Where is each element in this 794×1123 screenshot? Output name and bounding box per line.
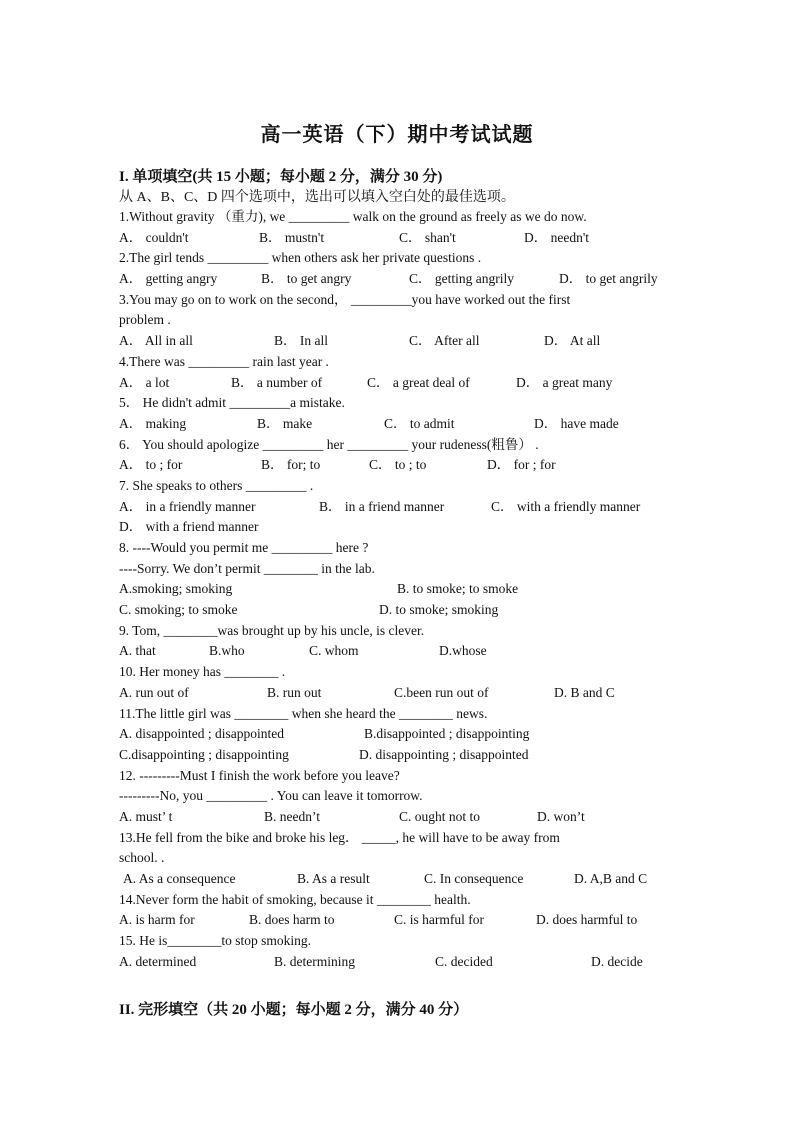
question-text: ----Sorry. We don’t permit ________ in the lab. <box>119 560 375 576</box>
option-text: B． for; to <box>261 457 321 473</box>
text-line <box>119 517 675 538</box>
option-text: B. does harm to <box>249 912 335 928</box>
option-text: B． mustn't <box>259 229 325 245</box>
option-text: D. won’t <box>537 808 585 824</box>
option-text: D. disappointing ; disappointed <box>359 746 529 762</box>
text-line <box>119 207 675 228</box>
text-line <box>119 228 675 249</box>
option-text: B.disappointed ; disappointing <box>364 726 530 742</box>
text-line <box>119 393 675 414</box>
text-line <box>119 269 675 290</box>
option-text: B. to smoke; to smoke <box>397 581 519 597</box>
text-line <box>119 621 675 642</box>
question-text: school. . <box>119 850 165 866</box>
text-line <box>119 579 675 600</box>
text-line <box>119 704 675 725</box>
text-line <box>119 766 675 787</box>
question-text: 2.The girl tends _________ when others ask her private questions . <box>119 250 482 266</box>
question-text: D． with a friend manner <box>119 519 259 535</box>
question-text: 6． You should apologize _________ her _________ your rudeness(粗鲁） . <box>119 436 539 452</box>
option-text: B. As a result <box>297 871 370 886</box>
option-text: B． make <box>257 415 313 431</box>
text-line <box>119 310 675 331</box>
text-line <box>119 683 675 704</box>
option-text: C. In consequence <box>424 871 524 886</box>
text-line <box>119 352 675 373</box>
option-text: A． to ; for <box>119 457 183 473</box>
option-text: A.smoking; smoking <box>119 581 233 597</box>
option-text: C． to ; to <box>369 457 427 473</box>
option-text: A. determined <box>119 953 197 969</box>
section-1-heading: I. 单项填空(共 15 小题；每小题 2 分，满分 30 分) <box>119 169 443 185</box>
text-line <box>119 869 675 890</box>
option-text: B. determining <box>274 953 355 969</box>
option-text: C． with a friendly manner <box>491 498 641 514</box>
page-title: 高一英语（下）期中考试试题 <box>260 124 534 146</box>
option-text: A． a lot <box>119 374 170 390</box>
option-text: D. A,B and C <box>574 871 648 886</box>
text-line <box>119 455 675 476</box>
question-text: 13.He fell from the bike and broke his leg． _____, he will have to be away from <box>119 829 560 845</box>
question-text: 5． He didn't admit _________a mistake. <box>119 395 345 411</box>
text-line <box>119 497 675 518</box>
option-text: D.whose <box>439 643 487 659</box>
option-text: D. does harmful to <box>536 912 638 928</box>
option-text: A. As a consequence <box>123 871 236 886</box>
text-line <box>119 786 675 807</box>
text-line <box>119 662 675 683</box>
option-text: B． in a friend manner <box>319 498 445 514</box>
text-line <box>119 828 675 849</box>
option-text: A． making <box>119 415 187 431</box>
option-text: A. disappointed ; disappointed <box>119 726 284 742</box>
option-text: D． for ; for <box>487 457 556 473</box>
option-text: B． a number of <box>231 374 323 390</box>
text-line <box>119 724 675 745</box>
option-text: D． have made <box>534 415 619 431</box>
option-text: C.disappointing ; disappointing <box>119 746 289 762</box>
option-text: A． in a friendly manner <box>119 498 256 514</box>
question-text: problem . <box>119 312 171 328</box>
text-line <box>119 952 675 973</box>
option-text: B.who <box>209 643 245 659</box>
option-text: D． needn't <box>524 229 590 245</box>
option-text: A． couldn't <box>119 229 189 245</box>
text-line <box>119 559 675 580</box>
text-line <box>119 931 675 952</box>
question-text: 12. ---------Must I finish the work before you leave? <box>119 767 400 783</box>
text-line <box>119 807 675 828</box>
option-text: D． to get angrily <box>559 271 658 287</box>
section-1-instructions: 从 A、B、C、D 四个选项中，选出可以填入空白处的最佳选项。 <box>119 190 515 205</box>
text-line <box>119 435 675 456</box>
option-text: C． After all <box>409 333 480 349</box>
text-line <box>119 910 675 931</box>
option-text: A． getting angry <box>119 271 218 287</box>
question-text: 4.There was _________ rain last year . <box>119 353 329 369</box>
text-line <box>119 248 675 269</box>
option-text: D． At all <box>544 333 601 349</box>
text-line <box>119 373 675 394</box>
option-text: C． getting angrily <box>409 271 514 287</box>
question-list <box>119 207 675 972</box>
text-line <box>119 641 675 662</box>
text-line <box>119 890 675 911</box>
question-text: 15. He is________to stop smoking. <box>119 933 312 949</box>
option-text: B. run out <box>267 684 322 700</box>
text-line <box>119 538 675 559</box>
option-text: C． a great deal of <box>367 374 470 390</box>
text-line <box>119 848 675 869</box>
option-text: D. decide <box>591 953 643 969</box>
option-text: C． shan't <box>399 229 456 245</box>
question-text: ---------No, you _________ . You can leave it tomorrow. <box>119 788 423 804</box>
option-text: A. is harm for <box>119 912 195 928</box>
section-2-heading: II. 完形填空（共 20 小题；每小题 2 分，满分 40 分） <box>119 1002 469 1018</box>
option-text: C. smoking; to smoke <box>119 602 238 618</box>
question-text: 8. ----Would you permit me _________ here ? <box>119 540 369 555</box>
text-line <box>119 745 675 766</box>
option-text: C. is harmful for <box>394 912 484 928</box>
option-text: A. run out of <box>119 684 189 700</box>
option-text: C. ought not to <box>399 808 481 824</box>
option-text: B． In all <box>274 333 328 349</box>
option-text: A. must’ t <box>119 808 173 824</box>
text-line <box>119 476 675 497</box>
option-text: D. to smoke; smoking <box>379 602 499 618</box>
option-text: A. that <box>119 643 156 659</box>
option-text: D． a great many <box>516 374 613 390</box>
option-text: A． All in all <box>119 333 193 349</box>
option-text: D. B and C <box>554 684 615 700</box>
option-text: C.been run out of <box>394 684 489 700</box>
option-text: C. whom <box>309 643 359 659</box>
question-text: 3.You may go on to work on the second， _________you have worked out the first <box>119 291 571 307</box>
question-text: 14.Never form the habit of smoking, because it ________ health. <box>119 891 471 907</box>
option-text: B． to get angry <box>261 271 352 287</box>
text-line <box>119 331 675 352</box>
text-line <box>119 600 675 621</box>
question-text: 7. She speaks to others _________ . <box>119 477 314 493</box>
option-text: B. needn’t <box>264 808 320 824</box>
question-text: 10. Her money has ________ . <box>119 664 286 680</box>
question-text: 11.The little girl was ________ when she heard the ________ news. <box>119 705 488 721</box>
option-text: C. decided <box>435 953 493 969</box>
question-text: 1.Without gravity （重力), we _________ walk on the ground as freely as we do now. <box>119 209 587 224</box>
question-text: 9. Tom, ________was brought up by his uncle, is clever. <box>119 622 425 638</box>
option-text: C． to admit <box>384 415 455 431</box>
text-line <box>119 414 675 435</box>
text-line <box>119 290 675 311</box>
